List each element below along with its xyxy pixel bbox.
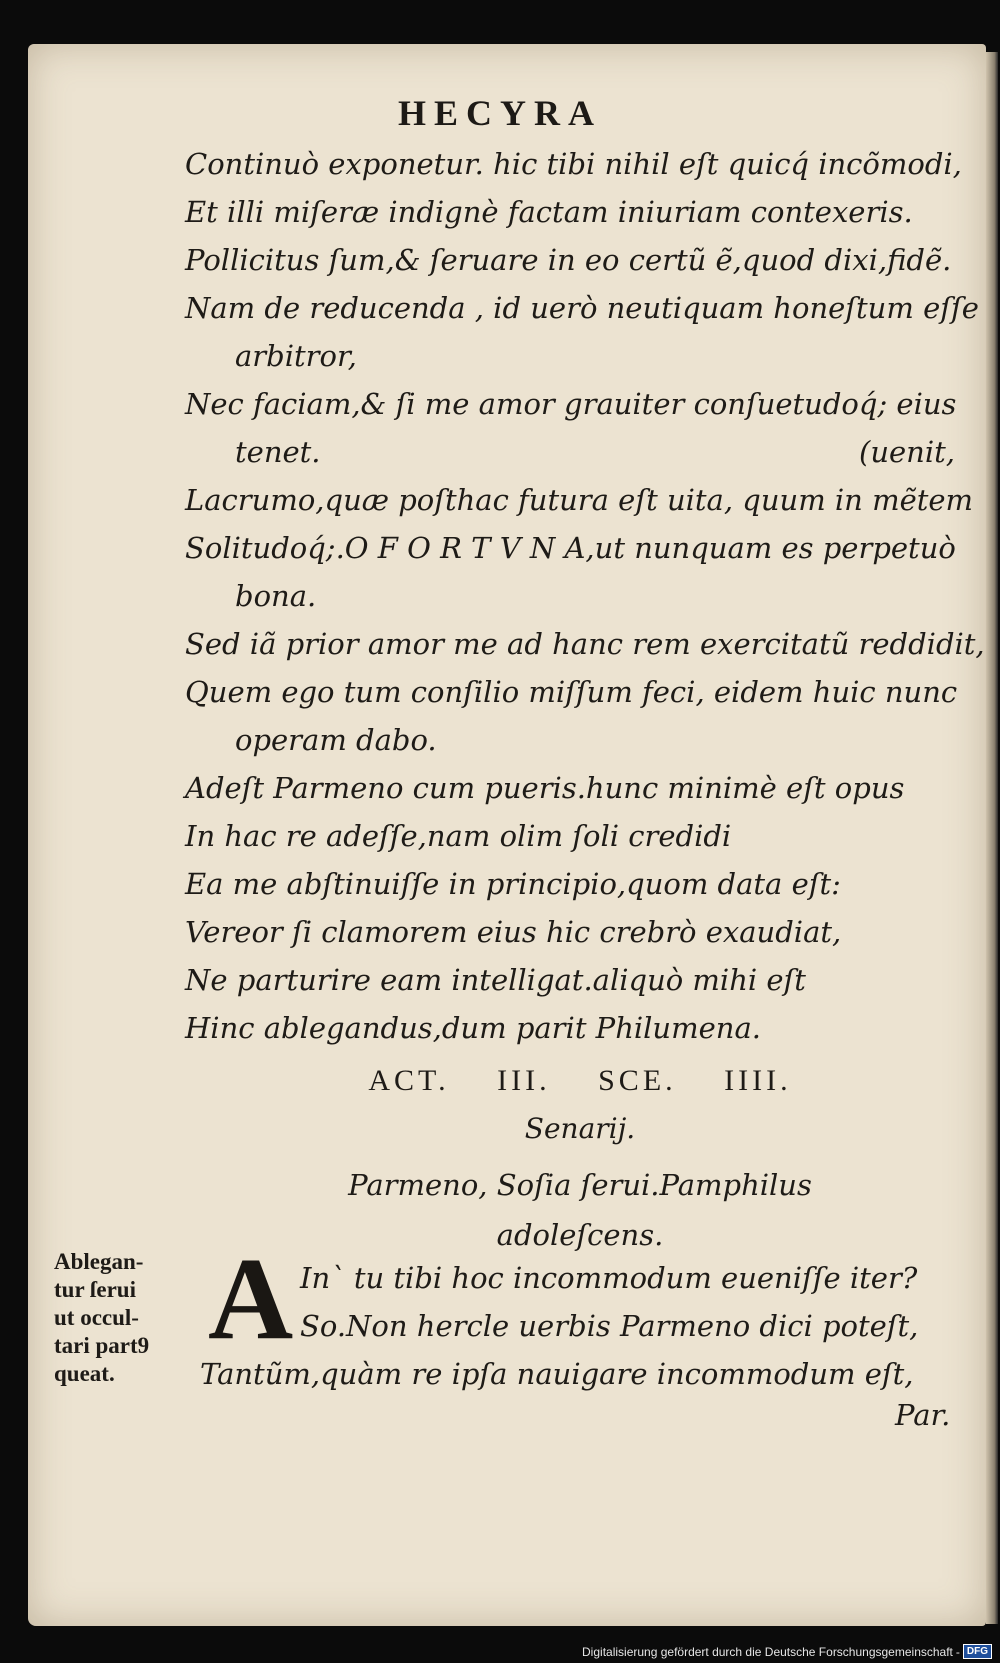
marginal-note-line: ut occul- [54, 1305, 139, 1330]
scene-number: IIII. [724, 1064, 792, 1097]
verse-line: Lacrumo,quæ poſthac futura eſt uita, quum in mẽtem [185, 483, 974, 517]
marginal-note-line: tur ſerui [54, 1277, 136, 1302]
meter-label: Senarij. [524, 1112, 636, 1145]
drop-cap: A [208, 1233, 294, 1364]
verse-line: In hac re adeſſe,nam olim ſoli credidi [185, 819, 732, 853]
dialogue-line: So.Non hercle uerbis Parmeno dici poteſt, [300, 1309, 919, 1343]
scene-label: SCE. [598, 1064, 677, 1097]
footer-credit-text: Digitalisierung gefördert durch die Deutsche Forschungsgemeinschaft [582, 1644, 953, 1659]
verse-line [185, 428, 975, 476]
marginal-note [54, 1248, 204, 1388]
verse-line: Ne parturire eam intelligat.aliquò mihi eſt [185, 963, 806, 997]
marginal-note-line: tari part9 [54, 1333, 150, 1358]
verse-line: Sed iã prior amor me ad hanc rem exercitatũ reddidit, [185, 627, 985, 661]
turnover-fragment: (uenit, [859, 435, 955, 469]
verse-line: operam dabo. [235, 723, 437, 757]
persons-line: adoleſcens. [496, 1218, 664, 1252]
catchword: Par. [895, 1398, 951, 1432]
verse-line: Pollicitus ſum,& ſeruare in eo certũ ẽ,quod dixi,fidẽ. [185, 243, 952, 277]
verse-line: Et illi miſeræ indignè factam iniuriam contexeris. [185, 195, 913, 229]
verse-line: Adeſt Parmeno cum pueris.hunc minimè eſt opus [185, 771, 905, 805]
dfg-logo: DFG [963, 1644, 992, 1659]
verse-line: Solitudoq́;.O F O R T V N A,ut nunquam es perpetuò [185, 531, 956, 565]
marginal-note-line: Ablegan- [54, 1249, 144, 1274]
verse-line: Nam de reducenda , id uerò neutiquam honeſtum eſſe [185, 291, 979, 325]
persons-line: Parmeno, Soſia ſerui.Pamphilus [348, 1168, 812, 1202]
act-number: III. [497, 1064, 551, 1097]
verse-line: Hinc ablegandus,dum parit Philumena. [185, 1011, 761, 1045]
verse-block [185, 140, 985, 1052]
verse-line-text: tenet. [235, 435, 321, 469]
running-title: HECYRA [397, 93, 602, 133]
dialogue-block [200, 1254, 980, 1398]
verse-line: Quem ego tum conſilio miſſum feci, eidem huic nunc [185, 675, 958, 709]
verse-line: Vereor ſi clamorem eius hic crebrò exaudiat, [185, 915, 842, 949]
page-edge [986, 52, 998, 1624]
act-label: ACT. [368, 1064, 450, 1097]
verse-line: Ea me abſtinuiſſe in principio,quom data eſt: [185, 867, 841, 901]
verse-line: arbitror, [235, 339, 357, 373]
dialogue-line: In` tu tibi hoc incommodum eueniſſe iter? [300, 1261, 918, 1295]
verse-line: Continuò exponetur. hic tibi nihil eſt quicq́ incõmodi, [185, 147, 962, 181]
scene-heading [185, 1064, 975, 1098]
verse-line: Nec faciam,& ſi me amor grauiter conſuetudoq́; eius [185, 387, 957, 421]
verse-line: bona. [235, 579, 317, 613]
footer-credit: Digitalisierung gefördert durch die Deutsche Forschungsgemeinschaft - DFG [582, 1644, 992, 1659]
dialogue-line: Tantũm,quàm re ipſa nauigare incommodum eſt, [200, 1357, 914, 1391]
marginal-note-line: queat. [54, 1361, 115, 1386]
dramatis-personae [185, 1160, 975, 1260]
